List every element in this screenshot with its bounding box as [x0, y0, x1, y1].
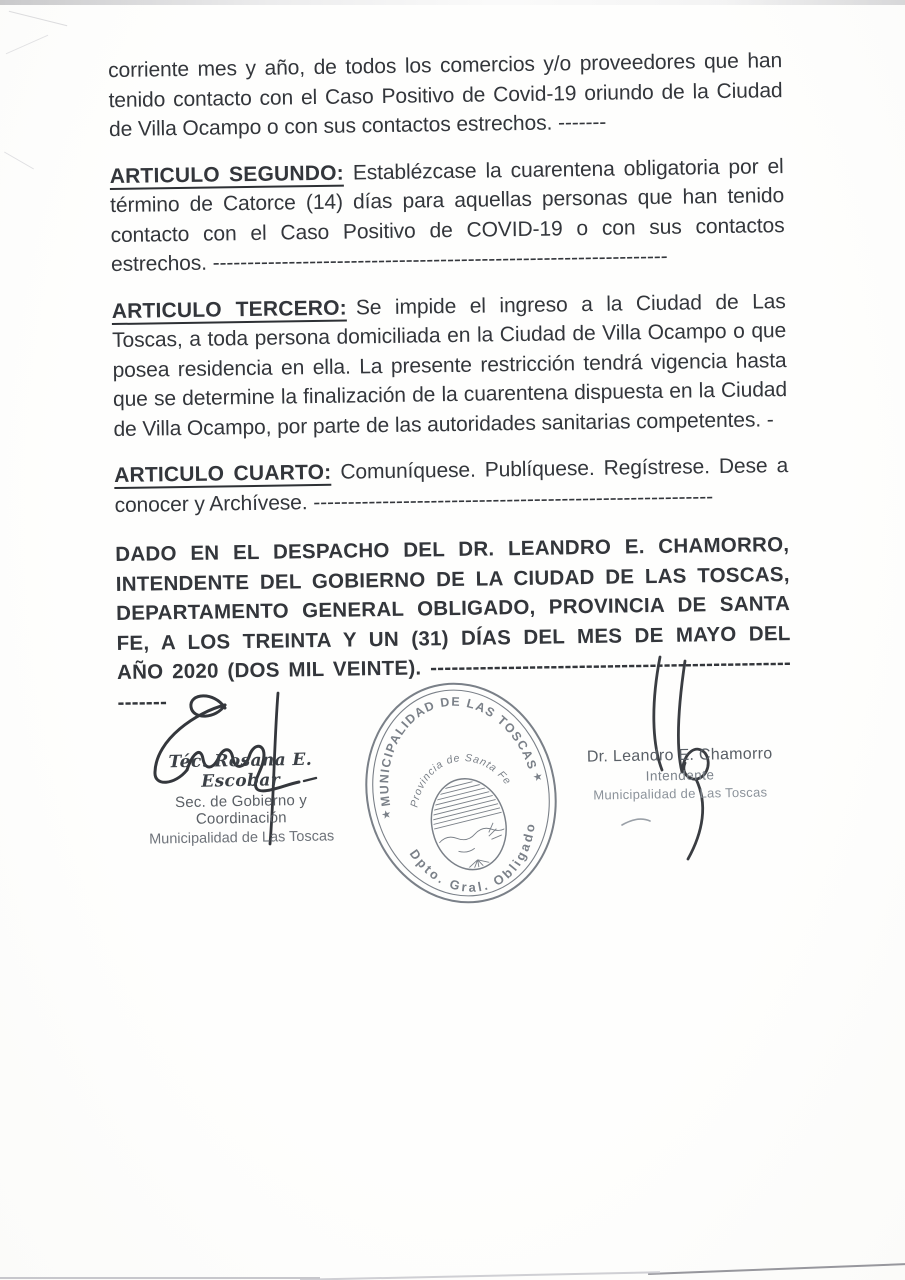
signature-block-left: [127, 749, 355, 848]
scan-top-edge-artifact: [0, 0, 905, 5]
stamp-star-right: ★: [531, 770, 545, 785]
article-segundo-paragraph: [110, 152, 786, 280]
signer-name-left: Téc. Rosana E. Escobar: [168, 749, 313, 792]
scan-bottom-edge-artifact: [300, 1271, 660, 1280]
article-cuarto-body: Comuníquese. Publíquese. Regístrese. Dese a conocer y Archívese. ----------------------------------------------------------: [114, 454, 789, 517]
scan-bottom-edge-artifact: [0, 1277, 320, 1279]
article-cuarto-heading: ARTICULO CUARTO:: [113, 460, 332, 488]
signature-block-right: [582, 745, 779, 802]
svg-text:Provincia de Santa Fe: [399, 740, 515, 811]
stamp-inner-text: Provincia de Santa Fe: [408, 751, 514, 809]
article-cuarto-paragraph: [114, 451, 789, 520]
scan-bottom-edge-artifact: [648, 1263, 905, 1275]
article-tercero-heading: ARTICULO TERCERO:: [111, 296, 348, 323]
closing-paragraph: DADO EN EL DESPACHO DEL DR. LEANDRO E. CHAMORRO, INTENDENTE DEL GOBIERNO DE LA CIUDAD DE LAS TOSCAS, DEPARTAMENTO GENERAL OBLIGADO, PROVINCIA DE SANTA FE, A LOS TREINTA Y UN (31) DÍAS DEL MES DE MAYO DEL AÑO 2020 (DOS MIL VEINTE). ----------------------------------------------------------: [115, 533, 792, 714]
signer-name-right: Dr. Leandro E. Chamorro: [586, 745, 773, 766]
article-tercero-paragraph: [112, 287, 788, 444]
signer-title-right: Intendente: [645, 767, 715, 784]
stamp-star-left: ★: [380, 808, 393, 823]
document-body: [108, 46, 792, 734]
paper-crease: [4, 152, 34, 170]
article-tercero-body: Se impide el ingreso a la Ciudad de Las Toscas, a toda persona domiciliada en la Ciudad de Villa Ocampo o que posea residencia en ella. La presente restricción tendrá vigencia hasta que se determine la finalización de la cuarentena dispuesta en la Ciudad de Villa Ocampo, por parte de las autoridades sanitarias competentes. -: [111, 289, 788, 441]
article-segundo-body: Establézcase la cuarentena obligatoria por el término de Catorce (14) días para aquellas personas que han tenido contacto con el Caso Positivo de COVID-19 o con sus contactos estrechos. ------------------------------------------------------------------: [109, 154, 785, 277]
article-segundo-heading: ARTICULO SEGUNDO:: [109, 161, 345, 188]
intro-paragraph: corriente mes y año, de todos los comercios y/o proveedores que han tenido contacto con el Caso Positivo de Covid-19 oriundo de la Ciudad de Villa Ocampo o con sus contactos estrechos. -------: [107, 49, 783, 142]
stamp-bottom-text: Dpto. Gral. Obligado: [406, 820, 539, 895]
stamp-top-text: MUNICIPALIDAD DE LAS TOSCAS: [377, 694, 540, 808]
signer-org-right: Municipalidad de Las Toscas: [593, 784, 768, 803]
paper-crease: [6, 35, 48, 55]
svg-text:MUNICIPALIDAD DE LAS TOSCAS: [357, 677, 540, 809]
paper-crease: [9, 11, 67, 26]
signer-title-left: Sec. de Gobierno y Coordinación: [174, 791, 308, 828]
signer-org-left: Municipalidad de Las Toscas: [149, 828, 335, 848]
